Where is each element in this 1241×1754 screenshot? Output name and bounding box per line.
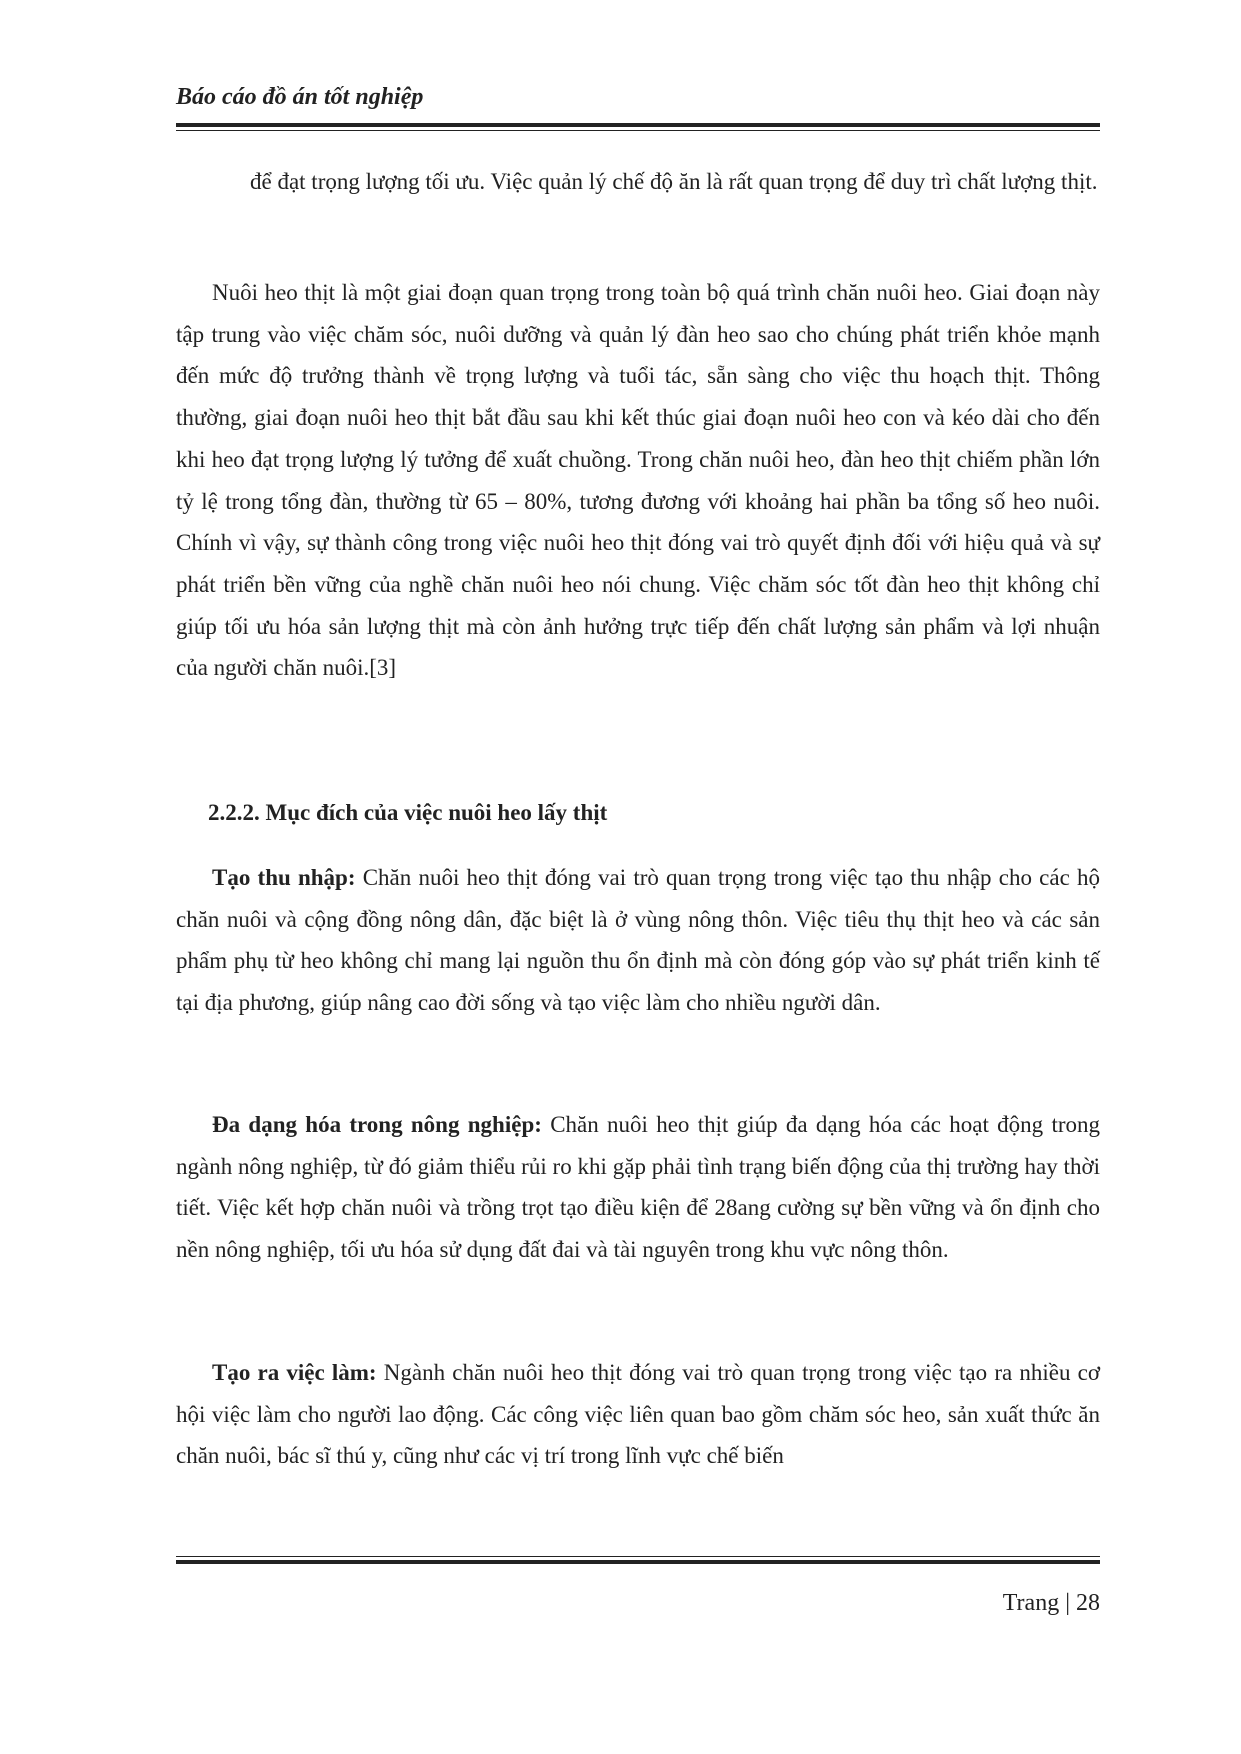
header-rule-thin bbox=[176, 130, 1100, 131]
purpose-diversification-lead: Đa dạng hóa trong nông nghiệp: bbox=[212, 1112, 542, 1137]
continued-text: để đạt trọng lượng tối ưu. Việc quản lý chế độ ăn là rất quan trọng để duy trì chất lượng thịt. bbox=[250, 169, 1098, 194]
purpose-jobs bbox=[176, 1352, 1100, 1477]
purpose-income bbox=[176, 857, 1100, 1024]
paragraph-meat-pig-raising: Nuôi heo thịt là một giai đoạn quan trọng trong toàn bộ quá trình chăn nuôi heo. Giai đoạn này tập trung vào việc chăm sóc, nuôi dưỡng và quản lý đàn heo sao cho chúng phát triển khỏe mạnh đến mức độ trưởng thành về trọng lượng và tuổi tác, sẵn sàng cho việc thu hoạch thịt. Thông thường, giai đoạn nuôi heo thịt bắt đầu sau khi kết thúc giai đoạn nuôi heo con và kéo dài cho đến khi heo đạt trọng lượng lý tưởng để xuất chuồng. Trong chăn nuôi heo, đàn heo thịt chiếm phần lớn tỷ lệ trong tổng đàn, thường từ 65 – 80%, tương đương với khoảng hai phần ba tổng số heo nuôi. Chính vì vậy, sự thành công trong việc nuôi heo thịt đóng vai trò quyết định đối với hiệu quả và sự phát triển bền vững của nghề chăn nuôi heo nói chung. Việc chăm sóc tốt đàn heo thịt không chỉ giúp tối ưu hóa sản lượng thịt mà còn ảnh hưởng trực tiếp đến chất lượng sản phẩm và lợi nhuận của người chăn nuôi.[3] bbox=[176, 280, 1100, 681]
footer-rule-thin bbox=[176, 1556, 1100, 1557]
purpose-income-text: Chăn nuôi heo thịt đóng vai trò quan trọng trong việc tạo thu nhập cho các hộ chăn nuôi và cộng đồng nông dân, đặc biệt là ở vùng nông thôn. Việc tiêu thụ thịt heo và các sản phẩm phụ từ heo không chỉ mang lại nguồn thu ổn định mà còn đóng góp vào sự phát triển kinh tế tại địa phương, giúp nâng cao đời sống và tạo việc làm cho nhiều người dân. bbox=[176, 865, 1100, 1016]
page-number: Trang | 28 bbox=[1002, 1590, 1100, 1616]
purpose-diversification bbox=[176, 1104, 1100, 1271]
header-rule-thick bbox=[176, 123, 1100, 127]
footer-rule-thick bbox=[176, 1560, 1100, 1564]
header-title: Báo cáo đồ án tốt nghiệp bbox=[176, 84, 424, 110]
purpose-jobs-text: Ngành chăn nuôi heo thịt đóng vai trò quan trọng trong việc tạo ra nhiều cơ hội việc làm cho người lao động. Các công việc liên quan bao gồm chăm sóc heo, sản xuất thức ăn chăn nuôi, bác sĩ thú y, cũng như các vị trí trong lĩnh vực chế biến bbox=[176, 1360, 1100, 1469]
section-heading: 2.2.2. Mục đích của việc nuôi heo lấy thịt bbox=[208, 800, 608, 825]
purpose-income-lead: Tạo thu nhập: bbox=[212, 865, 356, 890]
purpose-diversification-text: Chăn nuôi heo thịt giúp đa dạng hóa các hoạt động trong ngành nông nghiệp, từ đó giảm thiểu rủi ro khi gặp phải tình trạng biến động của thị trường hay thời tiết. Việc kết hợp chăn nuôi và trồng trọt tạo điều kiện để 28ang cường sự bền vững và ổn định cho nền nông nghiệp, tối ưu hóa sử dụng đất đai và tài nguyên trong khu vực nông thôn. bbox=[176, 1112, 1100, 1263]
purpose-jobs-lead: Tạo ra việc làm: bbox=[212, 1360, 377, 1385]
